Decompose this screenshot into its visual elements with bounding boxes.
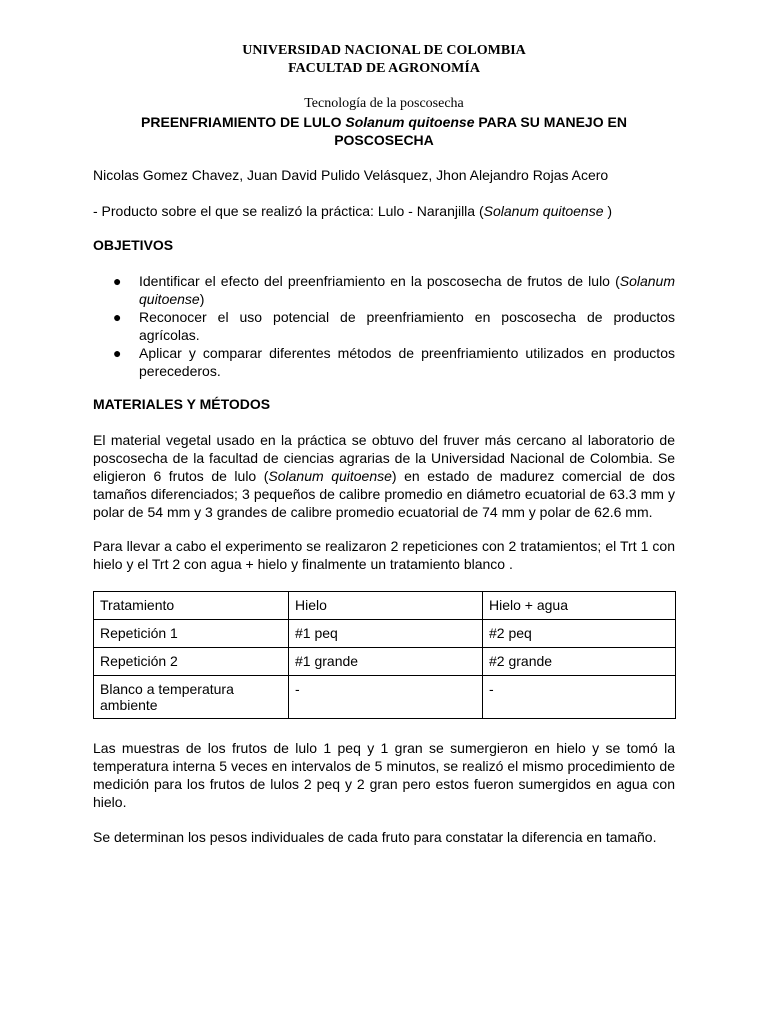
materiales-paragraph-2: Para llevar a cabo el experimento se realizaron 2 repeticiones con 2 tratamientos; el Trt 1 con hielo y el Trt 2 con agua + hielo y finalmente un tratamiento blanco . (93, 538, 675, 572)
treatments-table (93, 591, 676, 719)
materiales-heading: MATERIALES Y MÉTODOS (93, 396, 271, 412)
table-cell: - (289, 676, 483, 719)
objective-prefix: Identificar el efecto del preenfriamiento en la poscosecha de frutos de lulo ( (139, 273, 620, 289)
product-prefix: - Producto sobre el que se realizó la práctica: Lulo - Naranjilla ( (93, 203, 484, 219)
title-suffix: PARA SU MANEJO EN POSCOSECHA (334, 114, 627, 148)
table-cell: #1 grande (289, 648, 483, 676)
table-row (94, 676, 676, 719)
objective-species: Solanum quitoense (139, 273, 675, 307)
objective-text: Reconocer el uso potencial de preenfriamiento en poscosecha de productos agrícolas. (139, 309, 675, 343)
table-cell: Repetición 2 (94, 648, 289, 676)
bullet-icon: ● (113, 309, 122, 325)
table-cell: Blanco a temperatura ambiente (94, 676, 289, 719)
list-item (93, 344, 675, 380)
table-cell: #2 peq (483, 620, 676, 648)
faculty-name: FACULTAD DE AGRONOMÍA (288, 61, 480, 76)
product-species: Solanum quitoense (483, 203, 604, 219)
authors: Nicolas Gomez Chavez, Juan David Pulido Velásquez, Jhon Alejandro Rojas Acero (93, 167, 609, 183)
materiales-paragraph-3: Las muestras de los frutos de lulo 1 peq y 1 gran se sumergieron en hielo y se tomó la temperatura interna 5 veces en intervalos de 5 minutos, se realizó el mismo procedimiento de medición para los frutos de lulos 2 peq y 2 gran pero estos fueron sumergidos en agua con hielo. (93, 740, 675, 810)
table-row (94, 648, 676, 676)
title-prefix: PREENFRIAMIENTO DE LULO (141, 114, 346, 130)
table-cell: #1 peq (289, 620, 483, 648)
objetivos-heading: OBJETIVOS (93, 237, 174, 253)
paragraph-species: Solanum quitoense (268, 468, 392, 484)
list-item (93, 272, 675, 308)
paragraph-suffix: ) en estado de madurez comercial de dos tamaños diferenciados; 3 pequeños de calibre promedio en diámetro ecuatorial de 63.3 mm y polar de 54 mm y 3 grandes de calibre promedio ecuatorial de 74 mm y polar de 62.6 mm. (93, 468, 675, 520)
table-cell: - (483, 676, 676, 719)
objective-suffix: ) (199, 291, 205, 307)
table-cell: #2 grande (483, 648, 676, 676)
product-line (93, 202, 675, 220)
university-name: UNIVERSIDAD NACIONAL DE COLOMBIA (242, 43, 526, 58)
table-cell: Repetición 1 (94, 620, 289, 648)
title-species: Solanum quitoense (345, 114, 475, 130)
table-cell: Hielo (289, 592, 483, 620)
document-title (110, 113, 658, 149)
table-row (94, 620, 676, 648)
list-item (93, 308, 675, 344)
bullet-icon: ● (113, 273, 122, 289)
objetivos-list (93, 272, 675, 380)
course-name: Tecnología de la poscosecha (304, 96, 464, 111)
paragraph-prefix: El material vegetal usado en la práctica se obtuvo del fruver más cercano al laboratorio de poscosecha de la facultad de ciencias agrarias de la Universidad Nacional de Colombia. Se eligieron 6 frutos de lulo ( (93, 432, 675, 484)
materiales-paragraph-4: Se determinan los pesos individuales de cada fruto para constatar la diferencia en tamaño. (93, 829, 657, 845)
materiales-paragraph-1 (93, 431, 675, 521)
objective-text: Aplicar y comparar diferentes métodos de preenfriamiento utilizados en productos perecederos. (139, 345, 675, 379)
table-cell: Tratamiento (94, 592, 289, 620)
product-suffix: ) (603, 203, 613, 219)
table-row (94, 592, 676, 620)
bullet-icon: ● (113, 345, 122, 361)
table-cell: Hielo + agua (483, 592, 676, 620)
